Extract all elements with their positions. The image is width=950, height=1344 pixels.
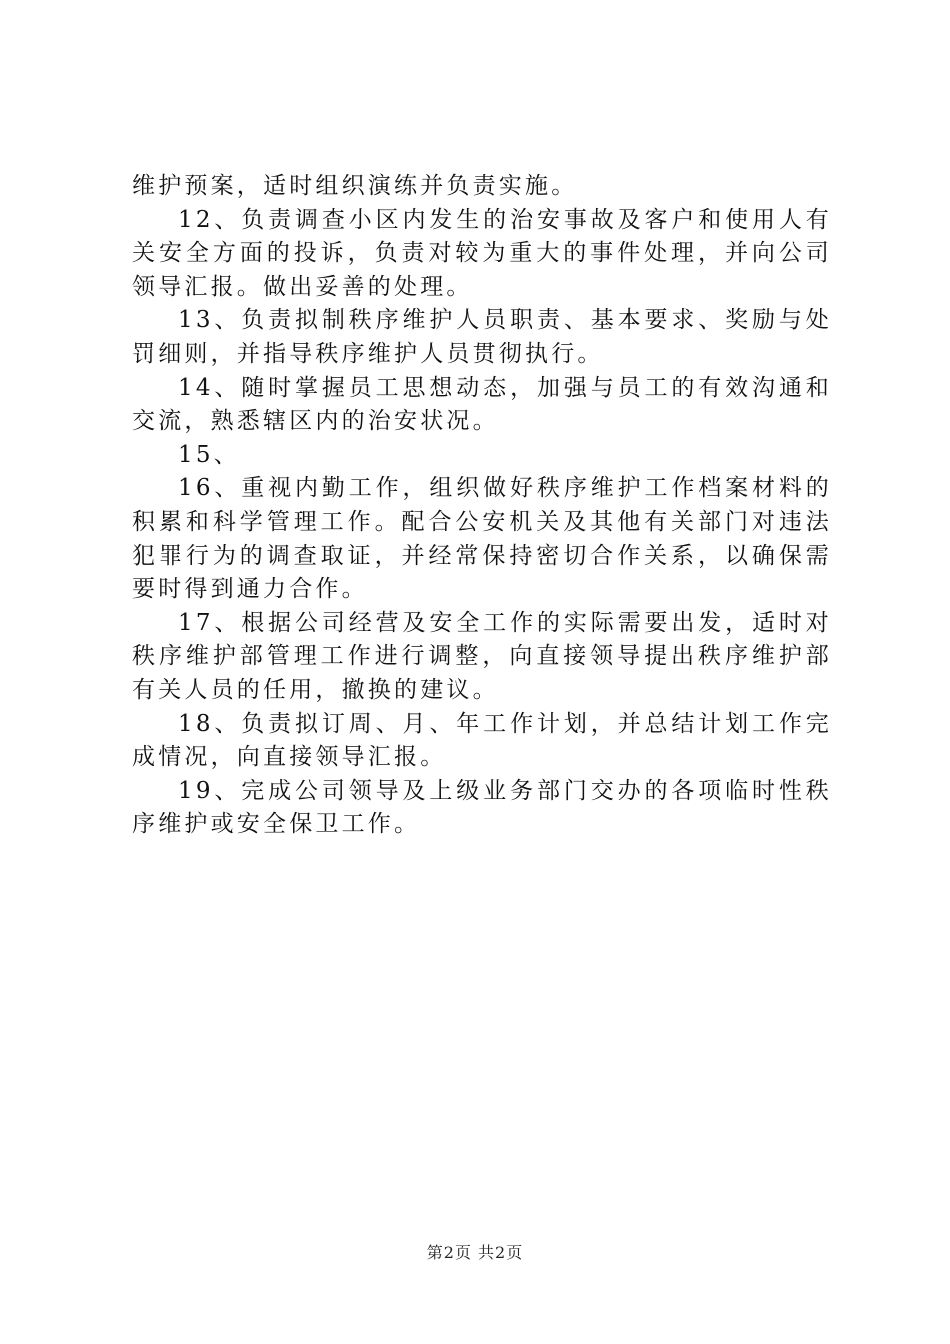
- paragraph-item-14: 14、随时掌握员工思想动态，加强与员工的有效沟通和交流，熟悉辖区内的治安状况。: [132, 374, 832, 435]
- paragraph-item-12: 12、负责调查小区内发生的治安事故及客户和使用人有关安全方面的投诉，负责对较为重大的事件处理，并向公司领导汇报。做出妥善的处理。: [132, 206, 832, 300]
- paragraph-item-15: 15、: [178, 441, 240, 468]
- paragraph-item-13: 13、负责拟制秩序维护人员职责、基本要求、奖励与处罚细则，并指导秩序维护人员贯彻执行。: [132, 307, 832, 367]
- paragraph-item-16: 16、重视内勤工作，组织做好秩序维护工作档案材料的积累和科学管理工作。配合公安机关及其他有关部门对违法犯罪行为的调查取证，并经常保持密切合作关系，以确保需要时得到通力合作。: [132, 475, 832, 603]
- paragraph-item-18: 18、负责拟订周、月、年工作计划，并总结计划工作完成情况，向直接领导汇报。: [132, 710, 832, 771]
- document-body: [132, 170, 832, 842]
- page-number-footer: 第2页 共2页: [426, 1243, 524, 1262]
- paragraph-item-19: 19、完成公司领导及上级业务部门交办的各项临时性秩序维护或安全保卫工作。: [132, 777, 832, 838]
- paragraph-continuation: 维护预案，适时组织演练并负责实施。: [132, 173, 578, 199]
- paragraph-item-17: 17、根据公司经营及安全工作的实际需要出发，适时对秩序维护部管理工作进行调整，向直接领导提出秩序维护部有关人员的任用，撤换的建议。: [132, 609, 832, 703]
